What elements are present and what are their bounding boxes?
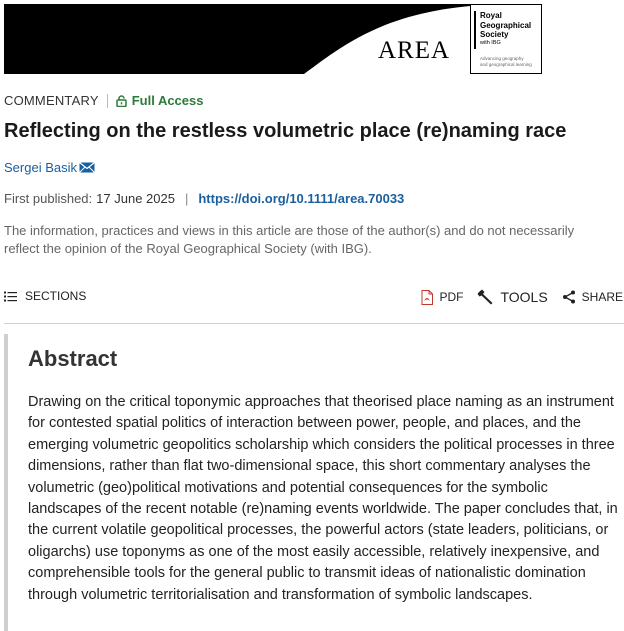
- article-toolbar: [4, 289, 624, 309]
- share-icon: [562, 290, 576, 304]
- author-name[interactable]: Sergei Basik: [4, 160, 77, 175]
- abstract-heading: Abstract: [28, 346, 118, 371]
- unlock-icon: [116, 95, 127, 107]
- abstract-text: Drawing on the critical toponymic approaches that theorised place naming as an instrument for contested spatial politics of interaction between power, people, and places, and the emerging volumetric geopolitics scholarship which considers the political processes in three dimensions, rather than flat two-dimensional space, this short commentary analyses the volumetric (geo)political motivations and potential consequences for the symbolic landscapes of the recent notable (re)naming events worldwide. The paper concludes that, in the current volatile geopolitical processes, the powerful actors (state leaders, politicians, or oligarchs) use toponyms as one of the most easily accessible, relatively inexpensive, and comprehensible tools for the general public to transmit ideas of nationalistic domination through volumetric territorialisation and transformation of symbolic landscapes.: [28, 394, 618, 603]
- published-label: First published:: [4, 191, 93, 206]
- toolbar-divider: [4, 323, 624, 324]
- pdf-button[interactable]: [421, 290, 463, 305]
- tools-label[interactable]: TOOLS: [500, 289, 548, 305]
- publication-info: [4, 191, 404, 206]
- rgs-tagline: Advancing geography and geographical learning: [480, 56, 532, 67]
- access-label: Full Access: [131, 93, 204, 108]
- rgs-logo: [470, 4, 542, 74]
- article-type: COMMENTARY: [4, 93, 99, 108]
- share-button[interactable]: [562, 290, 623, 304]
- journal-logo: AREA: [378, 37, 451, 64]
- published-date: 17 June 2025: [96, 191, 175, 206]
- rgs-society-name: Royal Geographical Society: [480, 11, 532, 39]
- author-link[interactable]: [4, 160, 95, 175]
- pub-separator: |: [184, 191, 189, 206]
- toolbar-actions: [407, 289, 623, 305]
- pdf-label[interactable]: PDF: [439, 290, 464, 304]
- access-badge: [116, 93, 204, 108]
- rgs-logo-bar: [474, 11, 476, 49]
- meta-divider: [107, 94, 108, 108]
- rgs-ibg-label: with IBG: [480, 40, 501, 46]
- article-meta: [4, 93, 203, 108]
- share-label[interactable]: SHARE: [581, 290, 623, 304]
- doi-link[interactable]: https://doi.org/10.1111/area.70033: [198, 191, 405, 206]
- tools-button[interactable]: [477, 289, 547, 305]
- abstract-section: [4, 334, 624, 631]
- wrench-icon: [477, 289, 494, 305]
- sections-label[interactable]: SECTIONS: [25, 289, 87, 303]
- journal-banner[interactable]: [4, 4, 542, 74]
- sections-button[interactable]: [4, 289, 86, 303]
- disclaimer-text: The information, practices and views in this article are those of the author(s) and do not necessarily reflect the opinion of the Royal Geographical Society (with IBG).: [4, 223, 575, 256]
- envelope-icon[interactable]: [79, 162, 95, 173]
- pdf-icon: [421, 290, 433, 305]
- list-icon: [4, 291, 17, 302]
- article-title: Reflecting on the restless volumetric place (re)naming race: [4, 120, 567, 142]
